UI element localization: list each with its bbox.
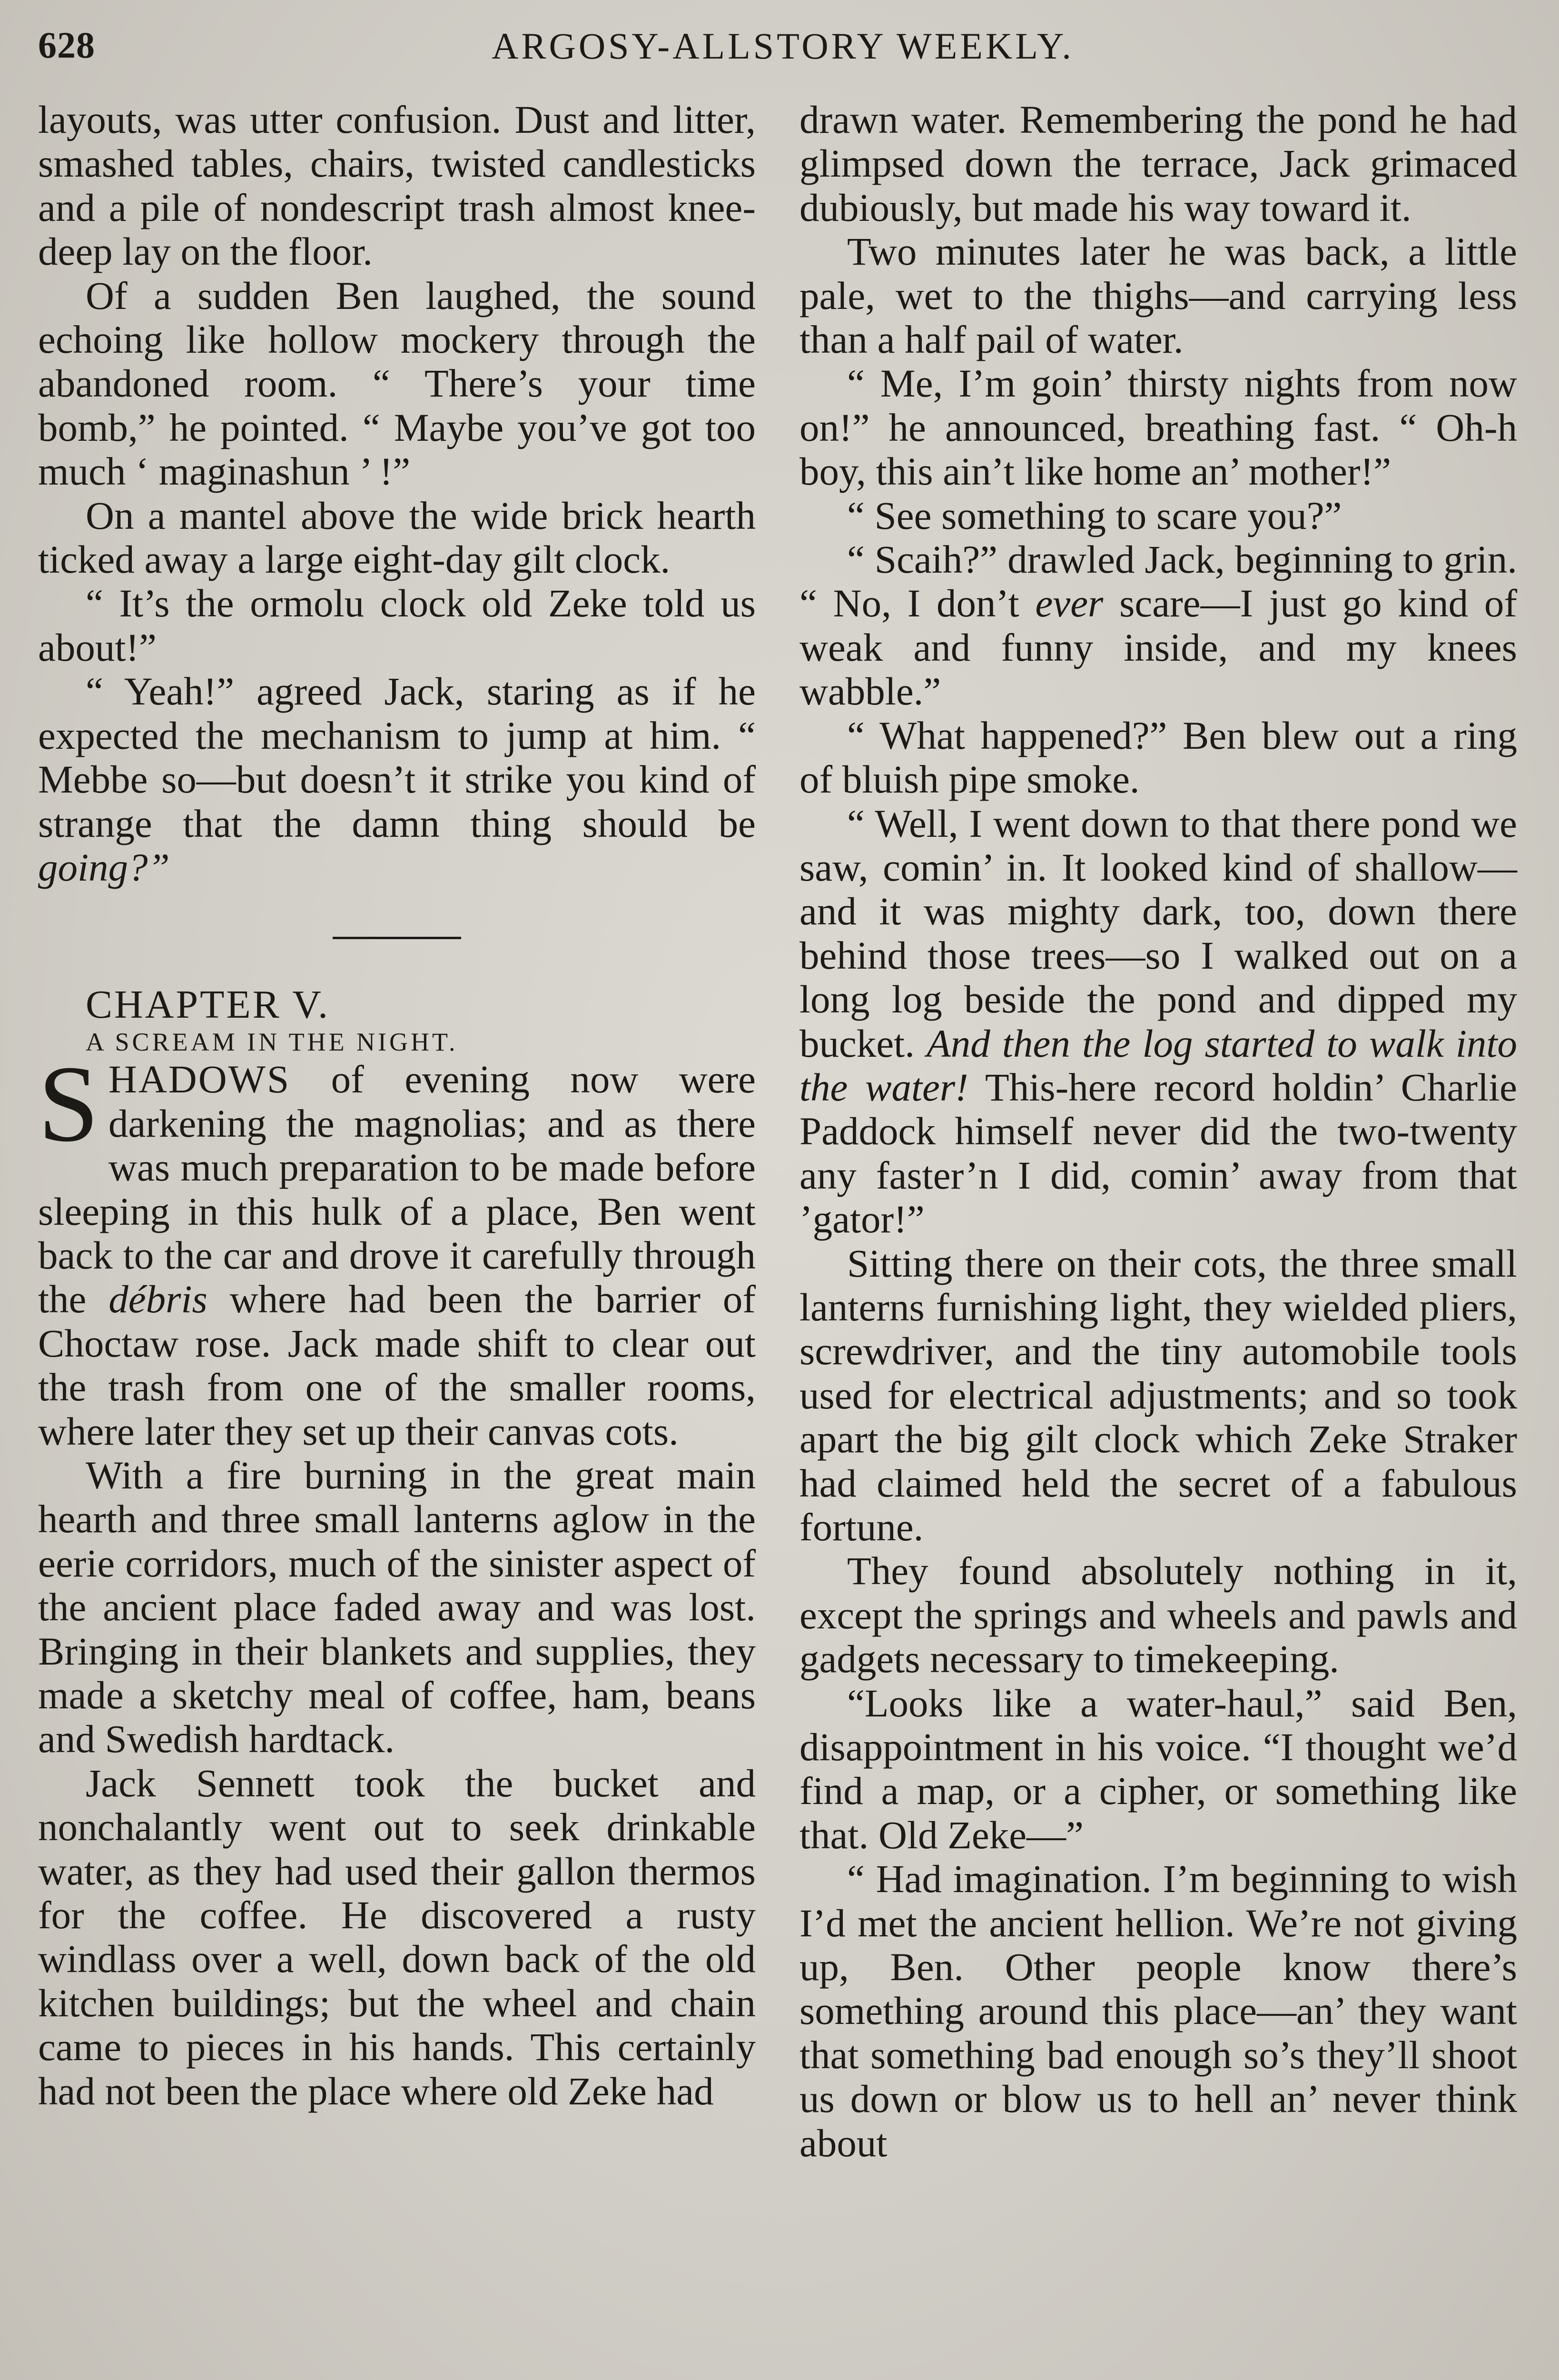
paragraph: Of a sudden Ben laughed, the sound echoing like hollow mockery through the abandoned room. “ There’s your time bomb,” he pointed. “ Maybe you’ve got too much ‘ maginashun ’ !”: [38, 273, 756, 494]
running-head: ARGOSY-ALLSTORY WEEKLY.: [492, 25, 1074, 67]
page-header: [38, 19, 1528, 76]
paragraph: drawn water. Remembering the pond he had glimpsed down the terrace, Jack grimaced dubiously, but made his way toward it.: [799, 98, 1517, 229]
paragraph-text: scare—I just go kind of weak and funny inside, and my knees wabble.”: [799, 581, 1517, 714]
paragraph: [799, 537, 1517, 714]
italic-text: ever: [1035, 581, 1104, 625]
paragraph: “Looks like a water-haul,” said Ben, disappointment in his voice. “I thought we’d find a map, or a cipher, or something like that. Old Zeke—”: [799, 1681, 1517, 1857]
small-caps-text: HADOWS: [108, 1057, 291, 1101]
drop-cap: S: [38, 1043, 99, 1165]
italic-text: And then the log started to walk into the water!: [799, 1021, 1517, 1109]
paragraph: “ See something to scare you?”: [847, 493, 1342, 537]
left-column: [38, 98, 756, 2113]
paragraph: “ Me, I’m goin’ thirsty nights from now on!” he announced, breathing fast. “ Oh-h boy, this ain’t like home an’ mother!”: [799, 361, 1517, 494]
paragraph: With a fire burning in the great main hearth and three small lanterns aglow in the eerie corridors, much of the sinister aspect of the ancient place faded away and was lost. Bringing in their blankets and supplies, they made a sketchy meal of coffee, ham, beans and Swedish hardtack.: [38, 1453, 756, 1761]
paragraph: Jack Sennett took the bucket and nonchalantly went out to seek drinkable water, as they had used their gallon thermos for the coffee. He discovered a rusty windlass over a well, down back of the old kitchen buildings; but the wheel and chain came to pieces in his hands. This certainly had not been the place where old Zeke had: [38, 1761, 756, 2113]
paragraph-text: where had been the barrier of Choctaw rose. Jack made shift to clear out the trash from one of the smaller rooms, where later they set up their canvas cots.: [38, 1277, 756, 1453]
italic-text: going?”: [38, 845, 170, 889]
paragraph-with-dropcap: [38, 1043, 756, 1453]
italic-text: débris: [109, 1277, 207, 1321]
paragraph: Two minutes later he was back, a little pale, wet to the thighs—and carrying less than a half pail of water.: [799, 229, 1517, 362]
paragraph: [38, 669, 756, 889]
paragraph: They found absolutely nothing in it, except the springs and wheels and pawls and gadgets necessary to timekeeping.: [799, 1549, 1517, 1681]
paragraph: “ Had imagination. I’m beginning to wish I’d met the ancient hellion. We’re not giving up, Ben. Other people know there’s something around this place—an’ they want that something bad enough so’s they’ll shoot us down or blow us to hell an’ never think about: [799, 1857, 1517, 2165]
paragraph-text: “ Yeah!” agreed Jack, staring as if he expected the mechanism to jump at him. “ Mebbe so—but doesn’t it strike you kind of strange that the damn thing should be: [38, 669, 756, 845]
paragraph-text: of evening now were darkening the magnolias; and as there was much preparation to be made before sleeping in this hulk of a place, Ben went back to the car and drove it carefully through the: [38, 1057, 756, 1321]
chapter-title: CHAPTER V.: [86, 982, 330, 1027]
paragraph: On a mantel above the wide brick hearth ticked away a large eight-day gilt clock.: [38, 493, 756, 582]
paragraph: “ It’s the ormolu clock old Zeke told us about!”: [38, 581, 756, 669]
chapter-subtitle: A SCREAM IN THE NIGHT.: [86, 1028, 458, 1057]
paragraph: “ What happened?” Ben blew out a ring of bluish pipe smoke.: [799, 713, 1517, 802]
page-number: 628: [38, 24, 95, 66]
paragraph: layouts, was utter confusion. Dust and litter, smashed tables, chairs, twisted candlesticks and a pile of nondescript trash almost knee-deep lay on the floor.: [38, 98, 756, 274]
paragraph-text: “ Scaih?” drawled Jack, beginning to grin. “ No, I don’t: [799, 537, 1517, 625]
paragraph: Sitting there on their cots, the three small lanterns furnishing light, they wielded pliers, screwdriver, and the tiny automobile tools used for electrical adjustments; and so took apart the big gilt clock which Zeke Straker had claimed held the secret of a fabulous fortune.: [799, 1241, 1517, 1549]
paragraph-text: “ Well, I went down to that there pond we saw, comin’ in. It looked kind of shallow—and it was mighty dark, too, down there behind those trees—so I walked out on a long log beside the pond and dipped my bucket.: [799, 801, 1517, 1065]
section-divider: [333, 937, 461, 939]
paragraph: [799, 802, 1517, 1241]
paragraph-text: This-here record holdin’ Charlie Paddock himself never did the two-twenty any faster’n I did, comin’ away from that ’gator!”: [799, 1065, 1517, 1241]
right-column: [799, 98, 1517, 2165]
